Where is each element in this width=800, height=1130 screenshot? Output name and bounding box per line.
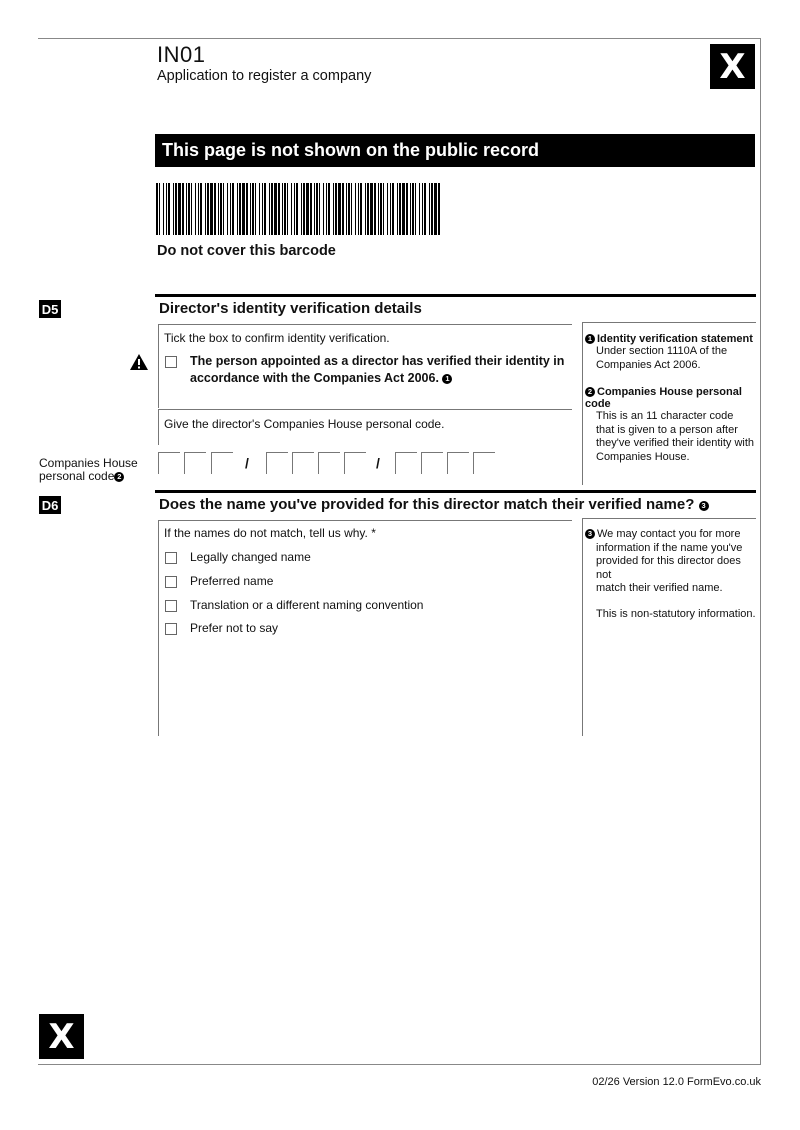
page-frame-top (38, 38, 761, 39)
note-ref-2-icon: 2 (114, 472, 124, 482)
corner-mark-bottom: X (39, 1014, 84, 1059)
side-note-2-line1: This is an 11 character code (596, 410, 734, 422)
form-code: IN01 (157, 42, 206, 67)
side-note-3 (585, 528, 757, 621)
option-legally-changed-checkbox[interactable] (165, 552, 177, 564)
code-char-7[interactable] (344, 452, 366, 474)
d6-top-border (158, 520, 572, 521)
d6-left-border (158, 520, 159, 736)
code-char-6[interactable] (318, 452, 340, 474)
page-frame-right (760, 38, 761, 1065)
side-note-3-line2: information if the name you've (596, 541, 743, 554)
code-char-10[interactable] (447, 452, 469, 474)
side-note-2-title: Companies House personal code (585, 386, 742, 410)
code-char-5[interactable] (292, 452, 314, 474)
option-prefer-not-checkbox[interactable] (165, 623, 177, 635)
d5-left-border (158, 324, 159, 408)
section-d6-title-wrap (159, 496, 711, 513)
section-d5-rule (155, 294, 756, 297)
code-separator-1: / (245, 455, 249, 471)
d6-instruction: If the names do not match, tell us why. * (164, 526, 376, 540)
side-note-1-title: Identity verification statement (597, 333, 753, 345)
d5-top-border (158, 324, 572, 325)
code-instruction: Give the director's Companies House personal code. (164, 417, 445, 431)
confirm-statement-line2-wrap (190, 371, 454, 385)
side-note-3-line4: match their verified name. (596, 582, 723, 594)
barcode-note: Do not cover this barcode (157, 243, 336, 259)
code-label-line2-wrap (39, 470, 138, 483)
section-d5-title: Director's identity verification details (159, 300, 422, 317)
option-preferred-name-checkbox[interactable] (165, 576, 177, 588)
d5-code-left-border (158, 409, 159, 445)
page-frame-bottom (38, 1064, 761, 1065)
code-separator-2: / (376, 455, 380, 471)
section-d6-title: Does the name you've provided for this director match their verified name? (159, 496, 695, 513)
note-ref-1-icon: 1 (442, 374, 452, 384)
side-note-2-line4: Companies House. (596, 450, 690, 463)
side-note-3-extra: This is non-statutory information. (596, 607, 756, 620)
side-note-3-line1: We may contact you for more (597, 528, 741, 540)
confirm-statement-line1: The person appointed as a director has verified their identity in (190, 354, 565, 368)
confirm-statement-line2: accordance with the Companies Act 2006. (190, 371, 439, 385)
code-char-9[interactable] (421, 452, 443, 474)
section-d5-badge: D5 (39, 300, 61, 318)
d5-side-top-border (582, 322, 756, 323)
code-label-line1: Companies House (39, 456, 138, 470)
public-record-banner: This page is not shown on the public record (155, 134, 755, 167)
side-note-1-line1: Under section 1110A of the (596, 345, 728, 357)
code-char-11[interactable] (473, 452, 495, 474)
option-prefer-not-label: Prefer not to say (190, 621, 279, 635)
code-char-2[interactable] (184, 452, 206, 474)
note-1-icon: 1 (585, 334, 595, 344)
section-d6-badge: D6 (39, 496, 61, 514)
option-preferred-name-label: Preferred name (190, 574, 274, 588)
code-char-1[interactable] (158, 452, 180, 474)
code-char-4[interactable] (266, 452, 288, 474)
note-2-icon: 2 (585, 387, 595, 397)
section-d6-rule (155, 490, 756, 493)
corner-mark-top: X (710, 44, 755, 89)
side-note-2-line2: that is given to a person after (596, 423, 738, 436)
code-char-3[interactable] (211, 452, 233, 474)
barcode (156, 183, 442, 235)
side-note-1 (585, 333, 757, 372)
warning-icon (129, 353, 149, 371)
d6-side-top-border (582, 518, 756, 519)
side-note-2 (585, 386, 759, 464)
d5-side-border (582, 322, 583, 485)
tick-instruction: Tick the box to confirm identity verification. (164, 331, 390, 345)
code-label (39, 457, 138, 483)
note-ref-3-icon: 3 (699, 501, 709, 511)
code-char-8[interactable] (395, 452, 417, 474)
form-title: Application to register a company (157, 68, 372, 84)
option-translation-checkbox[interactable] (165, 600, 177, 612)
option-translation-label: Translation or a different naming convention (190, 598, 424, 612)
side-note-3-line3: provided for this director does not (596, 555, 741, 581)
note-3-icon: 3 (585, 529, 595, 539)
d5-code-top-border (158, 409, 572, 410)
identity-verified-checkbox[interactable] (165, 356, 177, 368)
side-note-2-line3: they've verified their identity with (596, 437, 755, 449)
footer-version: 02/26 Version 12.0 FormEvo.co.uk (592, 1076, 761, 1088)
option-legally-changed-label: Legally changed name (190, 550, 311, 564)
code-label-line2: personal code (39, 469, 115, 483)
side-note-1-line2: Companies Act 2006. (596, 358, 701, 371)
d6-side-border (582, 518, 583, 736)
